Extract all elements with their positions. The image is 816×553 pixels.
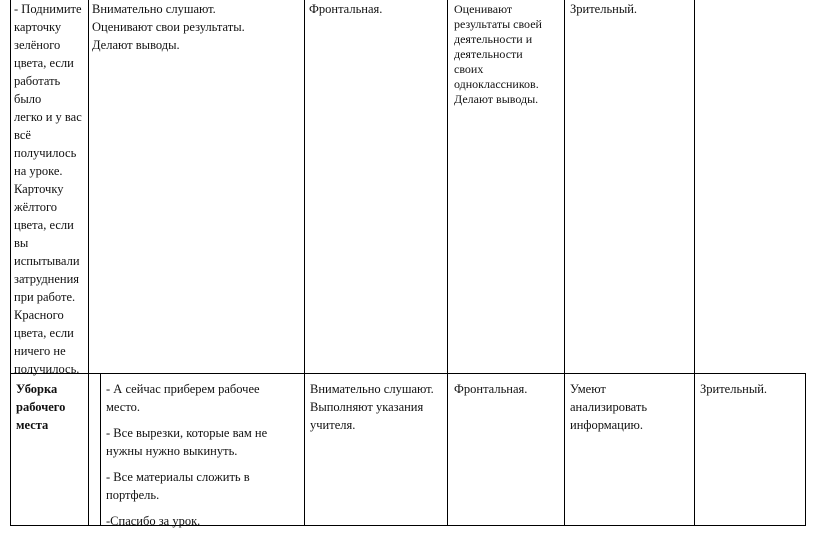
grid-line	[447, 0, 448, 526]
grid-line	[564, 0, 565, 526]
teacher-line: - Все материалы сложить в портфель.	[106, 470, 250, 502]
row1-col4-results: Оценивают результаты своей деятельности и деятельности своих одноклассников. Делают выводы.	[454, 2, 542, 106]
row2-col5-results: Умеют анализировать информацию.	[570, 382, 648, 432]
row1-col2-student-activity: Внимательно слушают. Оценивают свои результаты. Делают выводы.	[92, 2, 245, 52]
row1-col1-instruction: - Поднимите карточку зелёного цвета, если работать было легко и у вас всё получилось на уроке. Карточку жёлтого цвета, если вы испытывали затруднения при работе. Красного цвета, если ничего не получилось.	[14, 2, 82, 376]
grid-line	[88, 0, 89, 526]
grid-line	[100, 373, 101, 526]
row2-col6-perception: Зрительный.	[700, 382, 768, 396]
row1-col5-perception: Зрительный.	[570, 2, 638, 16]
row2-col2-teacher-speech	[106, 380, 302, 538]
row2-col4-form: Фронтальная.	[454, 382, 528, 396]
grid-line	[10, 373, 806, 374]
teacher-line: -Спасибо за урок.	[106, 514, 201, 528]
grid-line	[304, 0, 305, 526]
grid-line	[805, 373, 806, 526]
grid-line	[694, 0, 695, 526]
teacher-line: - Все вырезки, которые вам не нужны нужно выкинуть.	[106, 426, 268, 458]
row2-col1-stage-title: Уборка рабочего места	[16, 382, 66, 432]
teacher-line: - А сейчас приберем рабочее место.	[106, 382, 260, 414]
row2-col3-student-activity: Внимательно слушают. Выполняют указания учителя.	[310, 382, 434, 432]
row1-col3-form: Фронтальная.	[309, 2, 383, 16]
grid-line	[10, 0, 11, 526]
